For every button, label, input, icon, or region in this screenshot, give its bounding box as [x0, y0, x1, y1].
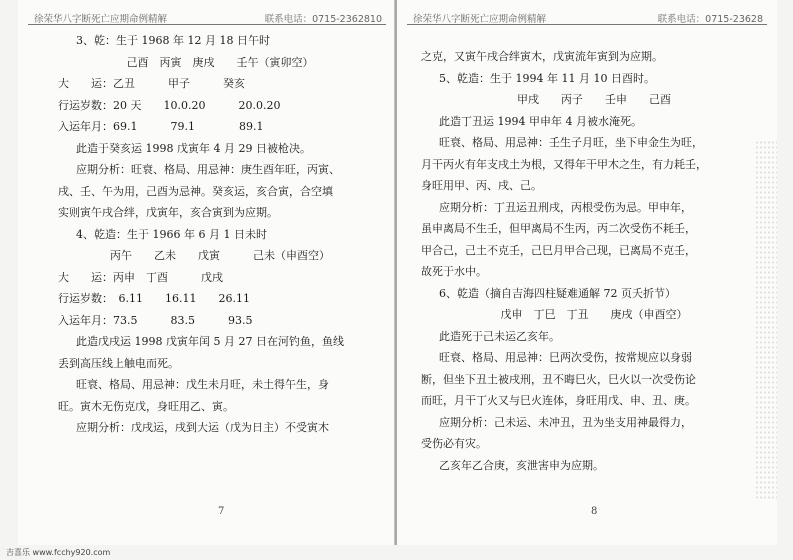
text-line: 甲合己，己土不克壬，己巳月甲合己现，已离局不克壬，	[421, 243, 696, 257]
text-line: 受伤必有灾。	[421, 437, 487, 450]
site-watermark: 吉喜乐 www.fcchy920.com	[6, 548, 111, 557]
text-line: 入运年月：73.5 83.5 93.5	[58, 313, 253, 327]
text-line: 应期分析：己未运、未冲丑，丑为坐支用神最得力，	[439, 415, 692, 429]
text-line: 应期分析：旺衰、格局、用忌神：庚生酉年旺，丙寅、	[76, 163, 340, 176]
text-line: 月干丙火有年支戌土为根，又得年干甲木之生，有力耗壬，	[421, 157, 707, 171]
text-line: 断，但坐下丑土被戌刑，丑不晦巳火，巳火以一次受伤论	[421, 372, 696, 386]
scan-noise	[755, 140, 777, 500]
book-title: 徐荣华八字断死亡应期命例精解	[413, 14, 547, 25]
text-line: 5、乾造：生于 1994 年 11 月 10 日酉时。	[439, 71, 655, 85]
text-line: 应期分析：戊戌运，戌到大运（戊为日主）不受寅木	[76, 421, 329, 434]
text-line: 旺衰、格局、用忌神：巳两次受伤，按常规应以身弱	[439, 351, 692, 364]
text-line: 行运岁数： 6.11 16.11 26.11	[58, 292, 250, 305]
text-line: 此造戊戌运 1998 戊寅年闰 5 月 27 日在河钓鱼，鱼线	[76, 335, 344, 348]
text-line: 旺。寅木无伤克戊，身旺用乙、寅。	[58, 399, 234, 413]
text-line: 而旺，月干丁火又与巳火连体，身旺用戊、申、丑、庚。	[421, 394, 696, 407]
text-line: 此造于癸亥运 1998 戊寅年 4 月 29 日被枪决。	[76, 141, 311, 155]
text-line: 大 运：丙申 丁酉 戊戌	[58, 270, 223, 284]
text-line: 之克，又寅午戌合绊寅木，戊寅流年寅到为应期。	[421, 50, 663, 63]
text-line: 甲戌 丙子 壬申 己酉	[517, 93, 671, 106]
text-line: 丙午 乙未 戊寅 己未（申酉空）	[110, 249, 330, 262]
book-title: 徐荣华八字断死亡应期命例精解	[34, 14, 168, 25]
text-line: 旺衰、格局、用忌神：戊生未月旺，未土得午生，身	[76, 378, 329, 391]
text-line: 身旺用甲、丙、戌、己。	[421, 179, 542, 192]
text-line: 大 运：乙丑 甲子 癸亥	[58, 77, 245, 90]
text-line: 应期分析：丁丑运丑刑戌，丙根受伤为忌。甲申年，	[439, 200, 692, 214]
text-line: 实则寅午戌合绊，戊寅年，亥合寅到为应期。	[58, 206, 278, 219]
text-line: 丢到高压线上触电而死。	[58, 356, 179, 370]
text-line: 虽申离局不生壬，但甲离局不生丙，丙二次受伤不耗壬，	[421, 222, 696, 235]
text-line: 此造丁丑运 1994 甲申年 4 月被水淹死。	[439, 114, 642, 128]
text-line: 己酉 丙寅 庚戌 壬午（寅卯空）	[126, 55, 314, 69]
left-page-header	[28, 10, 386, 25]
left-page-body	[58, 30, 382, 439]
text-line: 4、乾造：生于 1966 年 6 月 1 日未时	[76, 227, 267, 241]
right-page	[397, 0, 777, 545]
text-line: 入运年月：69.1 79.1 89.1	[58, 120, 264, 133]
text-line: 故死于水中。	[421, 265, 487, 278]
text-line: 乙亥年乙合庚，亥泄害申为应期。	[439, 458, 604, 472]
text-line: 戊申 丁巳 丁丑 庚戌（申酉空）	[500, 308, 688, 321]
page-number: 7	[218, 506, 225, 517]
text-line: 旺衰、格局、用忌神：壬生子月旺，坐下申金生为旺，	[439, 136, 703, 149]
contact-phone: 联系电话：0715-2362810	[264, 14, 382, 25]
contact-phone: 联系电话：0715-23628	[657, 14, 763, 25]
page-number: 8	[591, 506, 598, 517]
text-line: 行运岁数：20 天 10.0.20 20.0.20	[58, 98, 281, 112]
text-line: 6、乾造（摘自吉海四柱疑难通解 72 页夭折节）	[439, 286, 676, 300]
right-page-header	[407, 10, 767, 25]
text-line: 戌、壬、午为用，己酉为忌神。癸亥运，亥合寅，合空填	[58, 184, 333, 198]
text-line: 此造死于己未运乙亥年。	[439, 329, 560, 343]
text-line: 3、乾：生于 1968 年 12 月 18 日午时	[76, 34, 270, 47]
right-page-body	[421, 46, 767, 476]
left-page	[18, 0, 396, 545]
